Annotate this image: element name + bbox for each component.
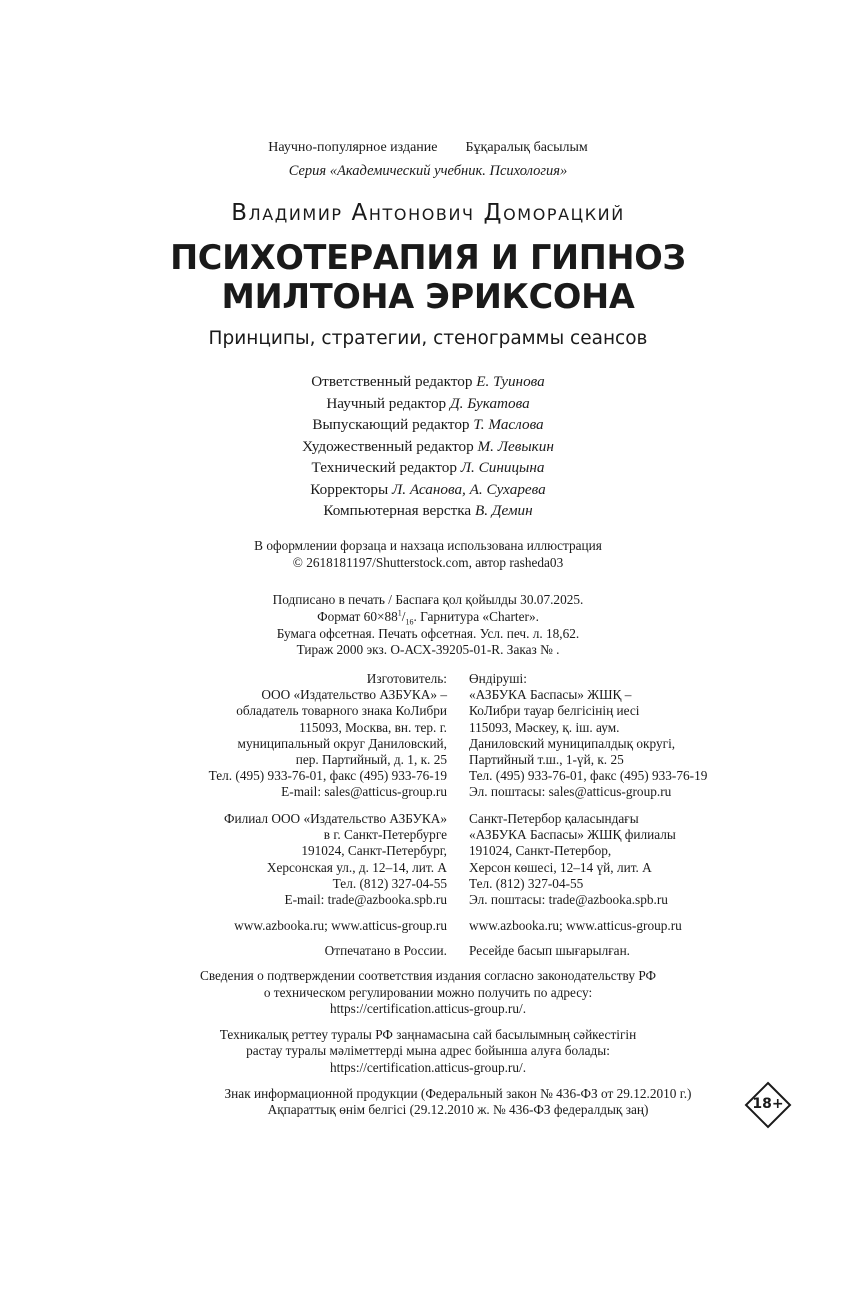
editor-role: Ответственный редактор bbox=[311, 373, 473, 390]
editor-line bbox=[0, 480, 856, 499]
author-name: Владимир Антонович Доморацкий bbox=[231, 200, 625, 226]
editor-name: В. Демин bbox=[474, 502, 533, 519]
manufacturer-kz bbox=[469, 671, 707, 801]
age-rating-badge bbox=[744, 1081, 792, 1129]
websites-ru: www.azbooka.ru; www.atticus-group.ru bbox=[234, 918, 447, 933]
branch-ru bbox=[224, 811, 447, 908]
manufacturer-ru-line: ООО «Издательство АЗБУКА» – bbox=[261, 687, 447, 703]
format-typeface: . Гарнитура «Charter». bbox=[413, 609, 539, 624]
manufacturer-ru-line: Изготовитель: bbox=[366, 671, 447, 686]
editor-line bbox=[0, 372, 856, 391]
editor-name: Л. Синицына bbox=[460, 459, 545, 476]
edition-type bbox=[0, 140, 856, 156]
editor-line bbox=[0, 458, 856, 477]
format-label: Формат 60×88 bbox=[317, 609, 398, 624]
info-sign-kz: Ақпараттық өнім белгісі (29.12.2010 ж. № 436-ФЗ федералдық заң) bbox=[267, 1102, 649, 1117]
branch-kz-line: Санкт-Петербор қаласындағы bbox=[469, 811, 639, 826]
age-rating-label: 18+ bbox=[752, 1096, 784, 1112]
branch-ru-line: Херсонская ул., д. 12–14, лит. А bbox=[266, 859, 447, 875]
certification-ru-line: Сведения о подтверждении соответствия издания согласно законодательству РФ bbox=[199, 968, 656, 983]
editor-role: Художественный редактор bbox=[302, 438, 474, 455]
branch-kz-email: Эл. поштасы: trade@azbooka.spb.ru bbox=[469, 891, 668, 907]
branch-kz-line: «АЗБУКА Баспасы» ЖШҚ филиалы bbox=[469, 827, 676, 843]
certification-kz-url: https://certification.atticus-group.ru/. bbox=[329, 1060, 527, 1075]
manufacturer-kz-line: «АЗБУКА Баспасы» ЖШҚ – bbox=[469, 687, 632, 703]
editor-line bbox=[0, 437, 856, 456]
book-subtitle: Принципы, стратегии, стенограммы сеансов bbox=[208, 328, 648, 349]
branch-kz-line: Херсон көшесі, 12–14 үй, лит. А bbox=[469, 859, 652, 875]
certification-kz-line: Техникалық реттеу туралы РФ заңнамасына сай басылымның сәйкестігін bbox=[219, 1027, 637, 1042]
editor-line bbox=[0, 415, 856, 434]
illustration-credit-line-1: В оформлении форзаца и нахзаца использована иллюстрация bbox=[254, 538, 602, 553]
editor-role: Корректоры bbox=[310, 481, 389, 498]
editor-line bbox=[0, 394, 856, 413]
editor-line bbox=[0, 501, 856, 520]
branch-ru-line: Филиал ООО «Издательство АЗБУКА» bbox=[224, 811, 447, 826]
certification-kz-line: растау туралы мәліметтерді мына адрес бойынша алуға болады: bbox=[246, 1043, 610, 1058]
branch-kz-line: 191024, Санкт-Петербор, bbox=[469, 843, 612, 859]
editor-role: Компьютерная верстка bbox=[323, 502, 472, 519]
branch-ru-line: в г. Санкт-Петербурге bbox=[323, 827, 447, 843]
print-signed-date: Подписано в печать / Баспаға қол қойылды 30.07.2025. bbox=[272, 592, 584, 607]
manufacturer-ru-line: обладатель товарного знака КоЛибри bbox=[236, 703, 447, 719]
manufacturer-ru-line: пер. Партийный, д. 1, к. 25 bbox=[295, 751, 447, 767]
manufacturer-kz-line: Өндіруші: bbox=[469, 671, 527, 686]
manufacturer-ru-line: муниципальный округ Даниловский, bbox=[237, 735, 447, 751]
branch-kz bbox=[469, 811, 676, 908]
format-numerator: 1 bbox=[397, 608, 402, 618]
editor-name: Л. Асанова, А. Сухарева bbox=[391, 481, 546, 498]
editor-role: Технический редактор bbox=[311, 459, 457, 476]
editor-role: Научный редактор bbox=[326, 395, 447, 412]
print-paper: Бумага офсетная. Печать офсетная. Усл. печ. л. 18,62. bbox=[276, 626, 580, 641]
printed-in-ru: Отпечатано в России. bbox=[324, 943, 447, 958]
certification-ru-url: https://certification.atticus-group.ru/. bbox=[329, 1001, 527, 1016]
print-format: Формат $60\times 88^1/_{16}$. Гарнитура «Charter». bbox=[317, 608, 539, 627]
manufacturer-kz-line: КоЛибри тауар белгісінің иесі bbox=[469, 703, 640, 719]
manufacturer-kz-line: 115093, Мәскеу, қ. іш. аум. bbox=[469, 719, 620, 735]
manufacturer-kz-line: Даниловский муниципалдық округі, bbox=[469, 735, 676, 751]
certification-ru-line: о техническом регулировании можно получить по адресу: bbox=[263, 985, 593, 1000]
editor-name: Т. Маслова bbox=[473, 416, 544, 433]
manufacturer-ru-line: 115093, Москва, вн. тер. г. bbox=[299, 719, 447, 735]
manufacturer-kz-line: Партийный т.ш., 1-үй, к. 25 bbox=[469, 751, 624, 767]
book-title-line-1: ПСИХОТЕРАПИЯ И ГИПНОЗ bbox=[170, 238, 686, 277]
edition-type-kz: Бұқаралық басылым bbox=[465, 140, 588, 155]
print-run: Тираж 2000 экз. О-АСХ-39205-01-R. Заказ № . bbox=[296, 642, 560, 657]
editor-role: Выпускающий редактор bbox=[312, 416, 470, 433]
illustration-credit-line-2: © 2618181197/Shutterstock.com, автор rasheda03 bbox=[292, 555, 564, 570]
format-denominator: 16 bbox=[405, 617, 414, 627]
manufacturer-ru-email: E-mail: sales@atticus-group.ru bbox=[281, 784, 447, 800]
branch-ru-line: 191024, Санкт-Петербург, bbox=[301, 843, 447, 859]
series-title: Серия «Академический учебник. Психология» bbox=[288, 163, 568, 179]
branch-ru-email: E-mail: trade@azbooka.spb.ru bbox=[284, 891, 447, 907]
editor-name: Е. Туинова bbox=[476, 373, 545, 390]
manufacturer-kz-line: Тел. (495) 933-76-01, факс (495) 933-76-19 bbox=[469, 768, 708, 784]
book-title-line-2: МИЛТОНА ЭРИКСОНА bbox=[221, 277, 635, 316]
branch-ru-line: Тел. (812) 327-04-55 bbox=[332, 875, 447, 891]
manufacturer-ru bbox=[209, 671, 447, 801]
websites-kz: www.azbooka.ru; www.atticus-group.ru bbox=[469, 918, 682, 933]
manufacturer-ru-line: Тел. (495) 933-76-01, факс (495) 933-76-19 bbox=[208, 768, 447, 784]
manufacturer-kz-email: Эл. поштасы: sales@atticus-group.ru bbox=[469, 784, 672, 800]
printed-in-kz: Ресейде басып шығарылған. bbox=[469, 943, 631, 958]
edition-type-ru: Научно-популярное издание bbox=[268, 140, 438, 155]
branch-kz-line: Тел. (812) 327-04-55 bbox=[469, 875, 584, 891]
info-sign-ru: Знак информационной продукции (Федеральный закон № 436-ФЗ от 29.12.2010 г.) bbox=[224, 1086, 692, 1101]
editor-name: Д. Букатова bbox=[449, 395, 530, 412]
editor-name: М. Левыкин bbox=[477, 438, 554, 455]
